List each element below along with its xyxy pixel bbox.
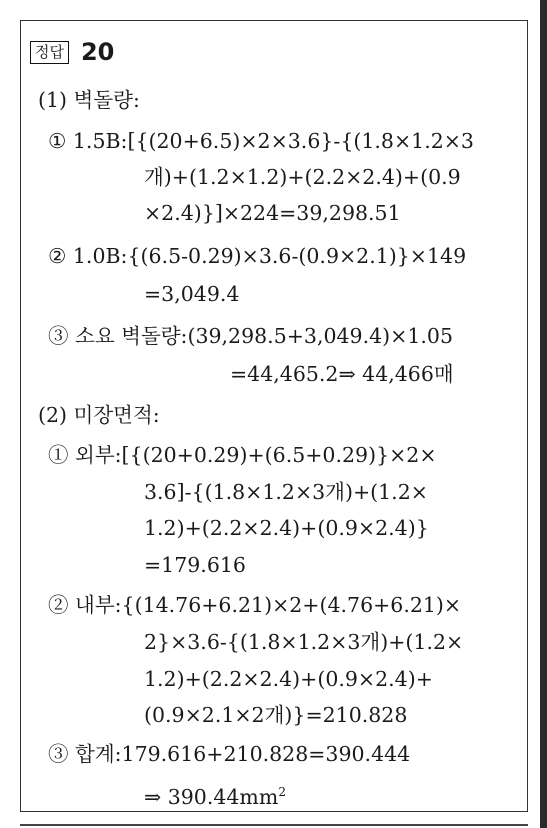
bottom-rule [20, 824, 528, 826]
section-brick-title: (1) 벽돌량: [38, 88, 140, 112]
page-edge [540, 0, 547, 828]
brick-item-1-line-2: 개)+(1.2×1.2)+(2.2×2.4)+(0.9 [144, 165, 461, 189]
plaster-item-2-line-2: 2}×3.6-{(1.8×1.2×3개)+(1.2× [144, 630, 464, 654]
answer-header [30, 38, 114, 66]
plaster-item-3-line-2 [144, 778, 286, 811]
plaster-total-result: ⇒ 390.44mm [144, 785, 279, 809]
plaster-item-1-line-3: 1.2)+(2.2×2.4)+(0.9×2.4)} [144, 516, 429, 540]
plaster-item-1-line-1: ① 외부:[{(20+0.29)+(6.5+0.29)}×2× [48, 443, 437, 467]
brick-item-3-line-1: ③ 소요 벽돌량:(39,298.5+3,049.4)×1.05 [48, 324, 453, 348]
plaster-item-2-line-1: ② 내부:{(14.76+6.21)×2+(4.76+6.21)× [48, 593, 462, 617]
brick-item-1-line-1: ① 1.5B:[{(20+6.5)×2×3.6}-{(1.8×1.2×3 [48, 129, 474, 153]
brick-item-3-line-2: =44,465.2⇒ 44,466매 [230, 362, 454, 386]
unit-superscript: 2 [278, 785, 286, 799]
plaster-item-1-line-4: =179.616 [144, 553, 246, 577]
plaster-item-2-line-4: (0.9×2.1×2개)}=210.828 [144, 703, 408, 727]
section-plaster-title: (2) 미장면적: [38, 403, 160, 427]
plaster-item-2-line-3: 1.2)+(2.2×2.4)+(0.9×2.4)+ [144, 667, 433, 691]
brick-item-1-line-3: ×2.4)}]×224=39,298.51 [144, 201, 401, 225]
brick-item-2-line-1: ② 1.0B:{(6.5-0.29)×3.6-(0.9×2.1)}×149 [48, 244, 467, 268]
plaster-item-3-line-1: ③ 합계:179.616+210.828=390.444 [48, 742, 411, 766]
answer-number: 20 [80, 38, 115, 66]
answer-badge: 정답 [30, 41, 69, 64]
brick-item-2-line-2: =3,049.4 [144, 282, 240, 306]
plaster-item-1-line-2: 3.6]-{(1.8×1.2×3개)+(1.2× [144, 480, 428, 504]
